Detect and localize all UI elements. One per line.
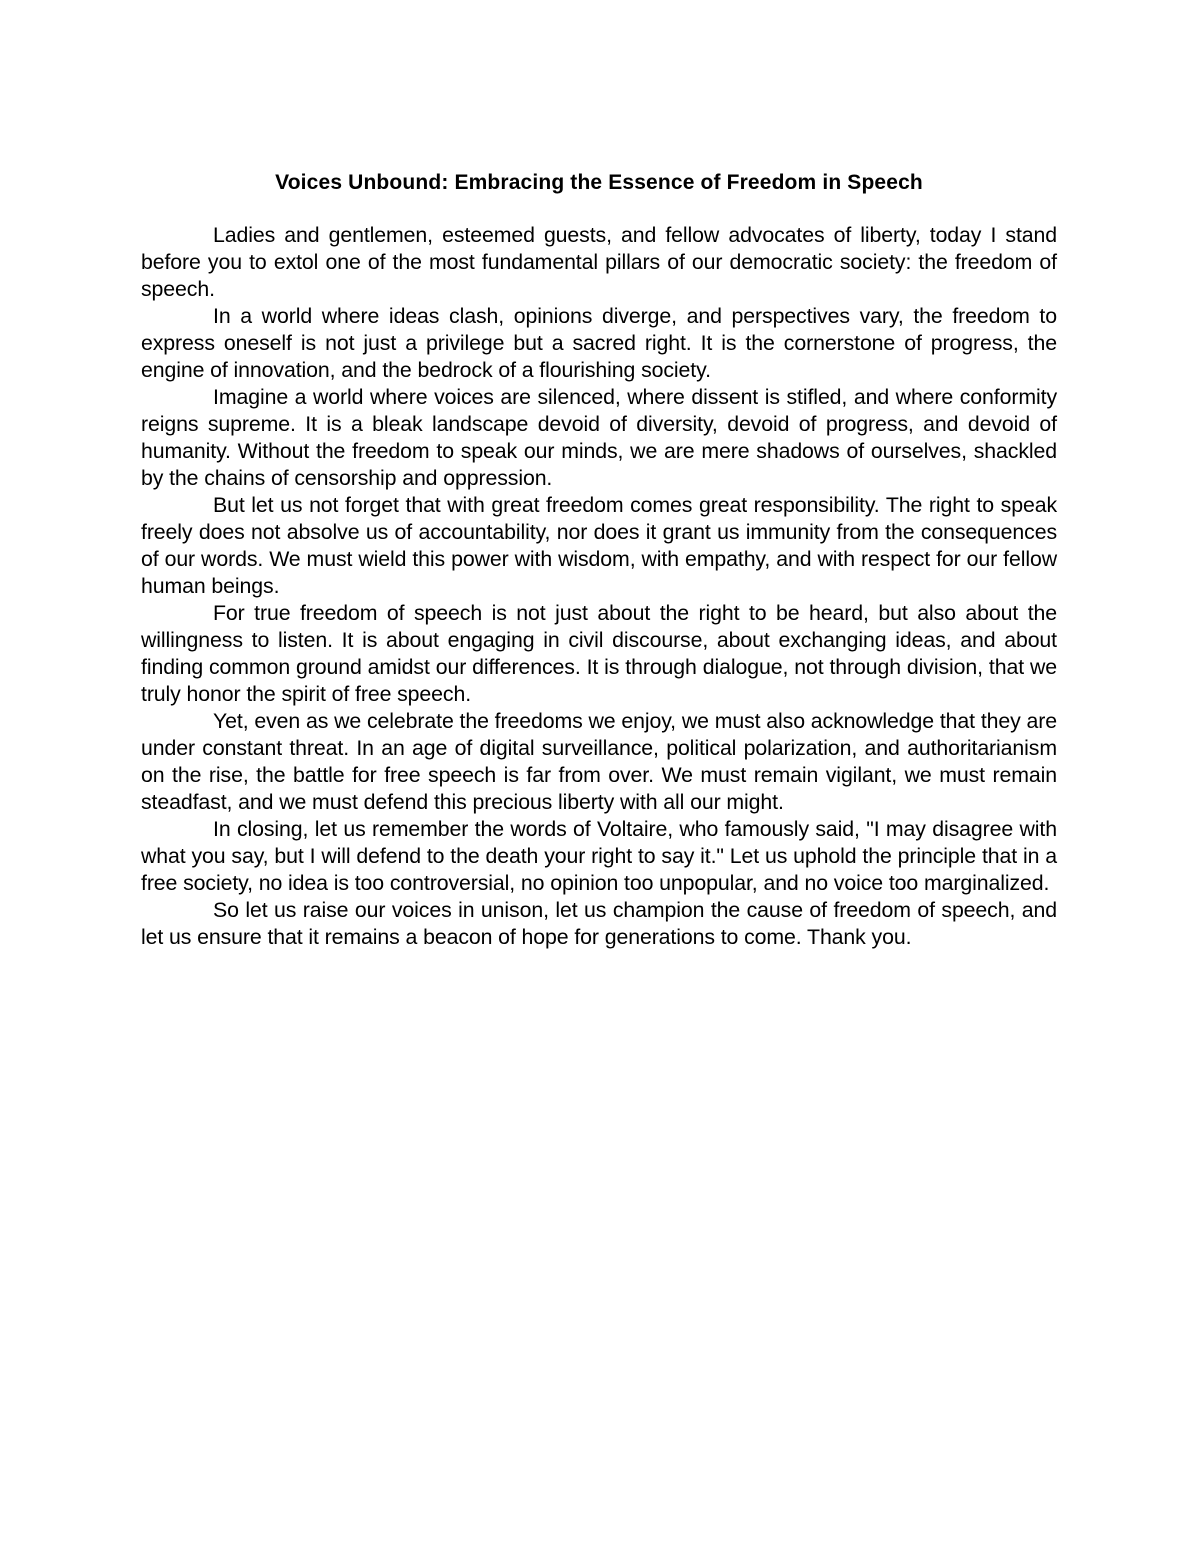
paragraph-7: In closing, let us remember the words of Voltaire, who famously said, "I may disagree with what you say, but I will defend to the death your right to say it." Let us uphold the principle that in a free society, no idea is too controversial, no opinion too unpopular, and no voice too marginalized. [141,817,1057,895]
paragraph-4: But let us not forget that with great freedom comes great responsibility. The right to speak freely does not absolve us of accountability, nor does it grant us immunity from the consequences of our words. We must wield this power with wisdom, with empathy, and with respect for our fellow human beings. [141,493,1057,598]
paragraph-5: For true freedom of speech is not just about the right to be heard, but also about the willingness to listen. It is about engaging in civil discourse, about exchanging ideas, and about finding common ground amidst our differences. It is through dialogue, not through division, that we truly honor the spirit of free speech. [141,601,1057,706]
paragraph-2: In a world where ideas clash, opinions diverge, and perspectives vary, the freedom to express oneself is not just a privilege but a sacred right. It is the cornerstone of progress, the engine of innovation, and the bedrock of a flourishing society. [141,304,1057,382]
paragraph-8: So let us raise our voices in unison, let us champion the cause of freedom of speech, and let us ensure that it remains a beacon of hope for generations to come. Thank you. [141,898,1057,949]
document-content [141,168,1057,951]
document-title: Voices Unbound: Embracing the Essence of Freedom in Speech [275,171,923,194]
paragraph-1: Ladies and gentlemen, esteemed guests, and fellow advocates of liberty, today I stand before you to extol one of the most fundamental pillars of our democratic society: the freedom of speech. [141,223,1057,301]
paragraph-3: Imagine a world where voices are silenced, where dissent is stifled, and where conformity reigns supreme. It is a bleak landscape devoid of diversity, devoid of progress, and devoid of humanity. Without the freedom to speak our minds, we are mere shadows of ourselves, shackled by the chains of censorship and oppression. [141,385,1057,490]
paragraph-6: Yet, even as we celebrate the freedoms we enjoy, we must also acknowledge that they are under constant threat. In an age of digital surveillance, political polarization, and authoritarianism on the rise, the battle for free speech is far from over. We must remain vigilant, we must remain steadfast, and we must defend this precious liberty with all our might. [141,709,1057,814]
document-body [141,222,1057,951]
